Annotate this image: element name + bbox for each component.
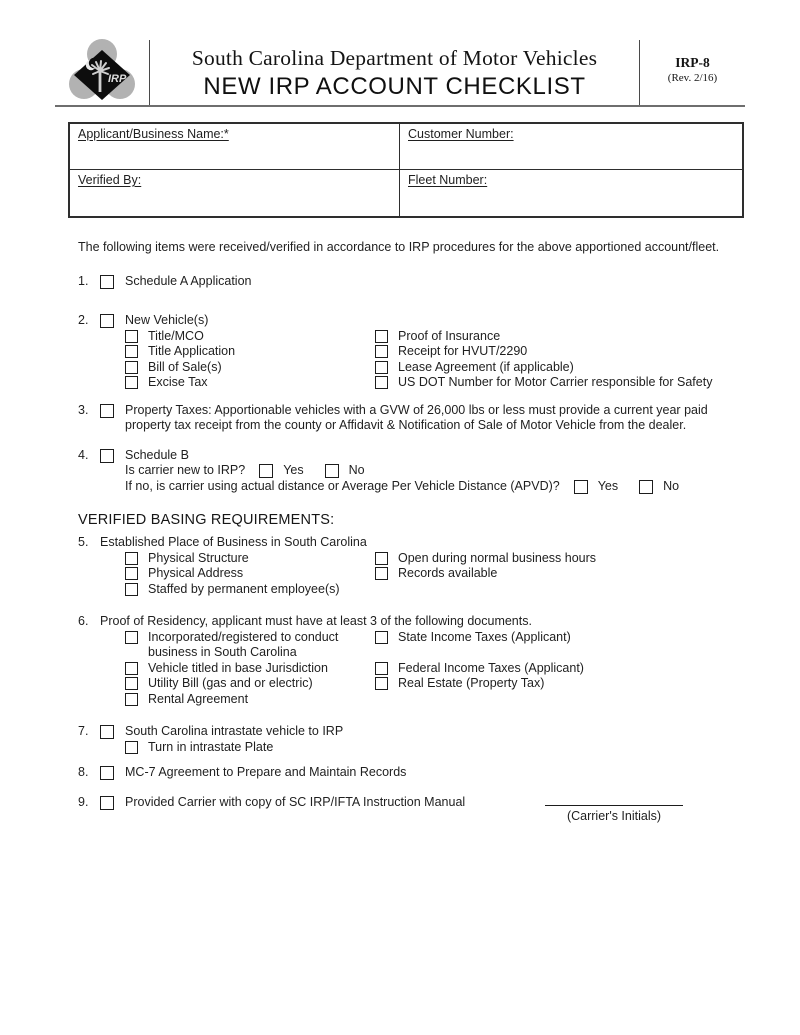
apvd-yes-checkbox[interactable] bbox=[574, 480, 588, 494]
mc7-agreement-checkbox[interactable] bbox=[100, 766, 114, 780]
sub-item bbox=[125, 551, 375, 567]
sub-item-label: Receipt for HVUT/2290 bbox=[398, 344, 528, 358]
sub-item-label: Title/MCO bbox=[148, 328, 204, 343]
no-label: No bbox=[348, 463, 365, 477]
logo-cell bbox=[55, 40, 150, 105]
item-2-sublist bbox=[125, 329, 745, 391]
form-number-cell bbox=[640, 40, 745, 105]
sub-item-label: Bill of Sale(s) bbox=[148, 359, 222, 374]
scdmv-irp-logo-icon bbox=[65, 38, 139, 107]
sub-item bbox=[125, 676, 375, 692]
new-vehicles-checkbox[interactable] bbox=[100, 314, 114, 328]
item-5-label: Established Place of Business in South Carolina bbox=[100, 535, 367, 549]
item-4-label: Schedule B bbox=[125, 447, 189, 462]
intro-text: The following items were received/verified in accordance to IRP procedures for the above apportioned account/fleet. bbox=[78, 240, 720, 254]
item-7-number: 7. bbox=[78, 724, 89, 738]
sub-item-label: Vehicle titled in base Jurisdiction bbox=[148, 660, 328, 675]
sub-item bbox=[125, 360, 375, 376]
checklist-item-2 bbox=[78, 313, 745, 329]
item-9-label: Provided Carrier with copy of SC IRP/IFTA Instruction Manual bbox=[125, 794, 466, 809]
carrier-initials-field[interactable] bbox=[545, 805, 683, 825]
sub-item bbox=[125, 692, 375, 708]
title-cell bbox=[150, 40, 640, 105]
physical-structure-checkbox[interactable] bbox=[125, 552, 138, 565]
carrier-new-no-checkbox[interactable] bbox=[325, 464, 339, 478]
item-5-number: 5. bbox=[78, 535, 89, 549]
schedule-a-checkbox[interactable] bbox=[100, 275, 114, 289]
yes-label: Yes bbox=[283, 463, 304, 477]
sub-item bbox=[375, 344, 745, 360]
agency-title: South Carolina Department of Motor Vehicles bbox=[191, 46, 598, 70]
account-info-table bbox=[68, 122, 744, 218]
sub-item-label: Staffed by permanent employee(s) bbox=[148, 581, 340, 596]
item-9-number: 9. bbox=[78, 794, 89, 809]
verified-basing-header: VERIFIED BASING REQUIREMENTS: bbox=[78, 512, 335, 528]
item-1-number: 1. bbox=[78, 273, 89, 288]
item-6-sublist bbox=[125, 630, 745, 708]
customer-number-field[interactable] bbox=[400, 124, 742, 170]
rental-agreement-checkbox[interactable] bbox=[125, 693, 138, 706]
sub-item bbox=[375, 676, 745, 692]
sub-item bbox=[375, 566, 745, 582]
checklist-item-5 bbox=[78, 535, 745, 551]
real-estate-checkbox[interactable] bbox=[375, 677, 388, 690]
sub-item-label: Open during normal business hours bbox=[398, 550, 597, 565]
vehicle-titled-checkbox[interactable] bbox=[125, 662, 138, 675]
sub-item bbox=[125, 344, 375, 360]
intrastate-vehicle-checkbox[interactable] bbox=[100, 725, 114, 739]
sub-item bbox=[375, 661, 745, 677]
carrier-new-question-text: Is carrier new to IRP? bbox=[125, 463, 246, 477]
form-revision: (Rev. 2/16) bbox=[667, 72, 718, 84]
carrier-new-yes-checkbox[interactable] bbox=[259, 464, 273, 478]
sub-item bbox=[375, 375, 745, 391]
sub-item bbox=[125, 740, 375, 756]
instruction-manual-checkbox[interactable] bbox=[100, 796, 114, 810]
sub-item-label: Physical Address bbox=[148, 566, 244, 580]
item-7-sublist bbox=[125, 740, 745, 756]
item-5-sublist bbox=[125, 551, 745, 598]
form-number: IRP-8 bbox=[675, 55, 710, 70]
item-2-label: New Vehicle(s) bbox=[125, 313, 209, 327]
verified-by-field[interactable] bbox=[70, 170, 400, 216]
excise-tax-checkbox[interactable] bbox=[125, 376, 138, 389]
applicant-name-field[interactable] bbox=[70, 124, 400, 170]
item-6-label: Proof of Residency, applicant must have at least 3 of the following documents. bbox=[100, 614, 532, 628]
item-8-number: 8. bbox=[78, 765, 89, 779]
svg-text:IRP: IRP bbox=[108, 73, 127, 86]
sub-item bbox=[375, 630, 745, 646]
sub-item-label: Federal Income Taxes (Applicant) bbox=[398, 660, 584, 675]
sub-item bbox=[125, 566, 375, 582]
item-1-label: Schedule A Application bbox=[125, 273, 252, 288]
schedule-b-checkbox[interactable] bbox=[100, 449, 114, 463]
checklist-item-7 bbox=[78, 724, 745, 740]
sub-item-label: Physical Structure bbox=[148, 550, 249, 565]
sub-item-label: Turn in intrastate Plate bbox=[148, 739, 274, 754]
title-application-checkbox[interactable] bbox=[125, 345, 138, 358]
sub-item bbox=[125, 630, 375, 661]
turn-in-plate-checkbox[interactable] bbox=[125, 741, 138, 754]
apvd-question-text: If no, is carrier using actual distance or Average Per Vehicle Distance (APVD)? bbox=[125, 478, 560, 493]
hvut-receipt-checkbox[interactable] bbox=[375, 345, 388, 358]
checklist-item-1 bbox=[78, 274, 745, 290]
federal-income-taxes-checkbox[interactable] bbox=[375, 662, 388, 675]
verified-by-label: Verified By: bbox=[78, 173, 142, 187]
property-taxes-checkbox[interactable] bbox=[100, 404, 114, 418]
yes-label: Yes bbox=[597, 478, 619, 493]
item-7-label: South Carolina intrastate vehicle to IRP bbox=[125, 724, 344, 738]
sub-item-label: Excise Tax bbox=[148, 375, 208, 389]
form-header bbox=[55, 40, 745, 107]
bill-of-sale-checkbox[interactable] bbox=[125, 361, 138, 374]
item-3-label: Property Taxes: Apportionable vehicles with a GVW of 26,000 lbs or less must provide a current year paid property tax receipt from the county or Affidavit & Notification of Sale of Motor Vehicle from the dealer. bbox=[125, 402, 708, 432]
checklist-body bbox=[78, 240, 745, 823]
sub-item-label: Records available bbox=[398, 566, 498, 580]
sub-item-label: Lease Agreement (if applicable) bbox=[398, 359, 574, 374]
sub-item bbox=[125, 661, 375, 677]
carrier-initials-caption: (Carrier's Initials) bbox=[566, 808, 662, 823]
apvd-no-checkbox[interactable] bbox=[639, 480, 653, 494]
sub-item-label: Real Estate (Property Tax) bbox=[398, 676, 545, 690]
utility-bill-checkbox[interactable] bbox=[125, 677, 138, 690]
no-label: No bbox=[663, 478, 680, 493]
records-available-checkbox[interactable] bbox=[375, 567, 388, 580]
fleet-number-label: Fleet Number: bbox=[408, 173, 488, 187]
permanent-employee-checkbox[interactable] bbox=[125, 583, 138, 596]
checklist-item-8 bbox=[78, 765, 745, 781]
apvd-question bbox=[125, 479, 745, 495]
item-3-number: 3. bbox=[78, 402, 89, 417]
sub-item bbox=[375, 551, 745, 567]
sub-item-label: Title Application bbox=[148, 344, 236, 358]
physical-address-checkbox[interactable] bbox=[125, 567, 138, 580]
sub-item-label: Proof of Insurance bbox=[398, 328, 501, 343]
customer-number-label: Customer Number: bbox=[408, 127, 514, 141]
carrier-new-question bbox=[125, 463, 745, 479]
proof-of-insurance-checkbox[interactable] bbox=[375, 330, 388, 343]
item-8-label: MC-7 Agreement to Prepare and Maintain Records bbox=[125, 765, 407, 779]
title-mco-checkbox[interactable] bbox=[125, 330, 138, 343]
usdot-number-checkbox[interactable] bbox=[375, 376, 388, 389]
incorporated-registered-checkbox[interactable] bbox=[125, 631, 138, 644]
form-title: NEW IRP ACCOUNT CHECKLIST bbox=[203, 73, 586, 100]
sub-item-label: US DOT Number for Motor Carrier responsible for Safety bbox=[398, 375, 713, 389]
sub-item bbox=[125, 582, 375, 598]
sub-item-label: Incorporated/registered to conduct business in South Carolina bbox=[148, 629, 339, 659]
sub-item bbox=[125, 375, 375, 391]
item-2-number: 2. bbox=[78, 313, 89, 327]
checklist-item-4 bbox=[78, 448, 745, 464]
item-6-number: 6. bbox=[78, 614, 89, 628]
checklist-item-3 bbox=[78, 403, 745, 434]
sub-item-label: State Income Taxes (Applicant) bbox=[398, 629, 571, 644]
sub-item bbox=[125, 329, 375, 345]
state-income-taxes-checkbox[interactable] bbox=[375, 631, 388, 644]
sub-item bbox=[375, 329, 745, 345]
sub-item bbox=[375, 360, 745, 376]
sub-item-label: Utility Bill (gas and or electric) bbox=[148, 676, 313, 690]
lease-agreement-checkbox[interactable] bbox=[375, 361, 388, 374]
item-4-number: 4. bbox=[78, 447, 89, 462]
fleet-number-field[interactable] bbox=[400, 170, 742, 216]
checklist-item-9 bbox=[78, 794, 745, 823]
open-business-hours-checkbox[interactable] bbox=[375, 552, 388, 565]
checklist-item-6 bbox=[78, 614, 745, 630]
applicant-name-label: Applicant/Business Name:* bbox=[78, 127, 229, 141]
sub-item-label: Rental Agreement bbox=[148, 691, 249, 706]
